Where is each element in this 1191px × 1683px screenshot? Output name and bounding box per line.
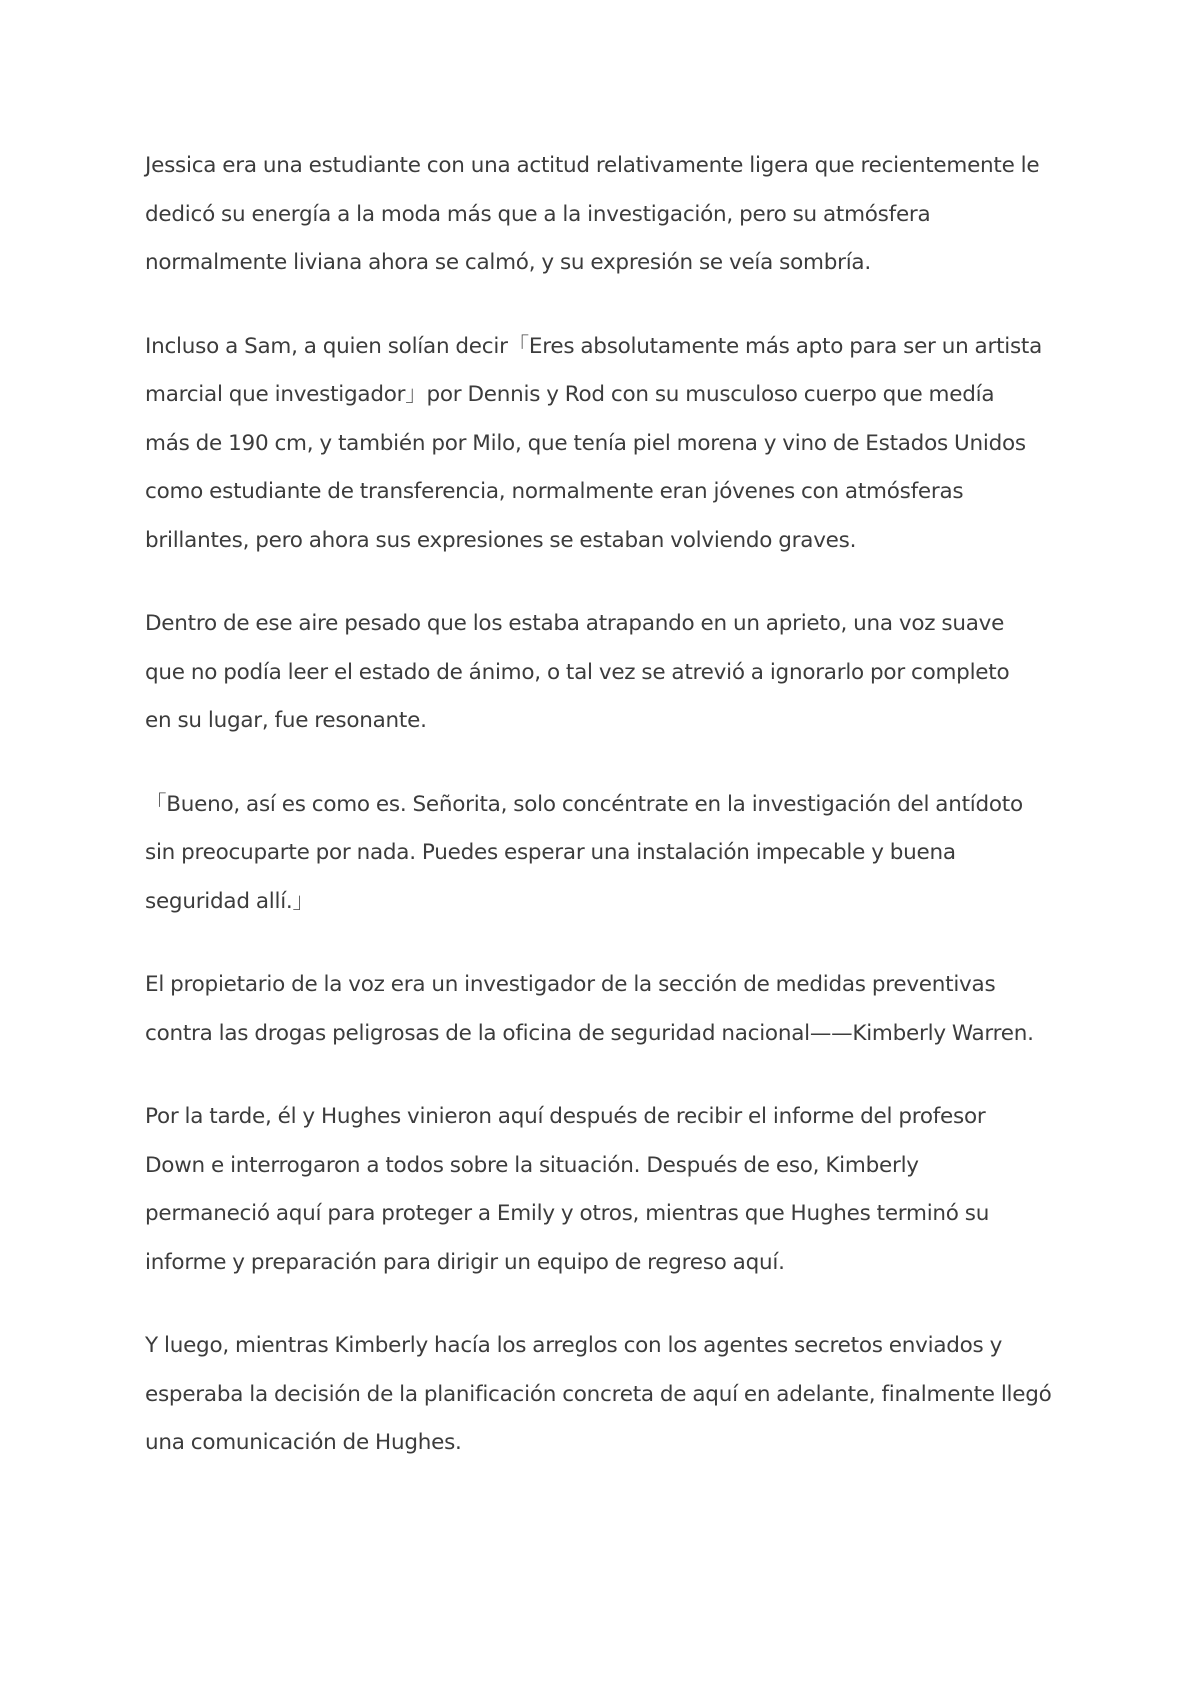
text-line: marcial que investigador」por Dennis y Rod con su musculoso cuerpo que medía	[145, 382, 995, 407]
text-line: en su lugar, fue resonante.	[145, 708, 427, 733]
text-line: más de 190 cm, y también por Milo, que tenía piel morena y vino de Estados Unidos	[145, 430, 1026, 456]
document-body	[145, 142, 1060, 1503]
text-line: Jessica era una estudiante con una actitud relativamente ligera que recientemente le	[145, 153, 1040, 178]
text-line: sin preocuparte por nada. Puedes esperar una instalación impecable y buena	[145, 840, 956, 865]
text-line: brillantes, pero ahora sus expresiones se estaban volviendo graves.	[145, 527, 857, 553]
text-line: una comunicación de Hughes.	[145, 1430, 462, 1455]
text-line: esperaba la decisión de la planificación concreta de aquí en adelante, finalmente llegó	[145, 1381, 1052, 1407]
text-line: Dentro de ese aire pesado que los estaba atrapando en un aprieto, una voz suave	[145, 611, 1005, 636]
text-line: Y luego, mientras Kimberly hacía los arreglos con los agentes secretos enviados y	[145, 1333, 1003, 1358]
text-line: seguridad allí.」	[145, 888, 314, 914]
text-line: permaneció aquí para proteger a Emily y otros, mientras que Hughes terminó su	[145, 1201, 990, 1226]
paragraph-4	[145, 781, 1060, 927]
text-line: 「Bueno, así es como es. Señorita, solo concéntrate en la investigación del antídoto	[145, 791, 1023, 817]
text-line: Down e interrogaron a todos sobre la situación. Después de eso, Kimberly	[145, 1152, 919, 1178]
text-line: contra las drogas peligrosas de la oficina de seguridad nacional——Kimberly Warren.	[145, 1020, 1034, 1046]
text-line: normalmente liviana ahora se calmó, y su expresión se veía sombría.	[145, 250, 871, 275]
paragraph-7	[145, 1322, 1060, 1468]
text-line: como estudiante de transferencia, normalmente eran jóvenes con atmósferas	[145, 479, 964, 504]
text-line: Incluso a Sam, a quien solían decir「Eres absolutamente más apto para ser un artista	[145, 333, 1043, 359]
paragraph-3	[145, 600, 1060, 746]
text-line: El propietario de la voz era un investigador de la sección de medidas preventivas	[145, 972, 996, 997]
paragraph-1	[145, 142, 1060, 288]
paragraph-6	[145, 1093, 1060, 1287]
paragraph-2	[145, 323, 1060, 566]
paragraph-5	[145, 961, 1060, 1058]
text-line: que no podía leer el estado de ánimo, o tal vez se atrevió a ignorarlo por completo	[145, 659, 1010, 685]
text-line: dedicó su energía a la moda más que a la investigación, pero su atmósfera	[145, 201, 931, 227]
text-line: informe y preparación para dirigir un equipo de regreso aquí.	[145, 1249, 785, 1275]
text-line: Por la tarde, él y Hughes vinieron aquí después de recibir el informe del profesor	[145, 1104, 986, 1129]
